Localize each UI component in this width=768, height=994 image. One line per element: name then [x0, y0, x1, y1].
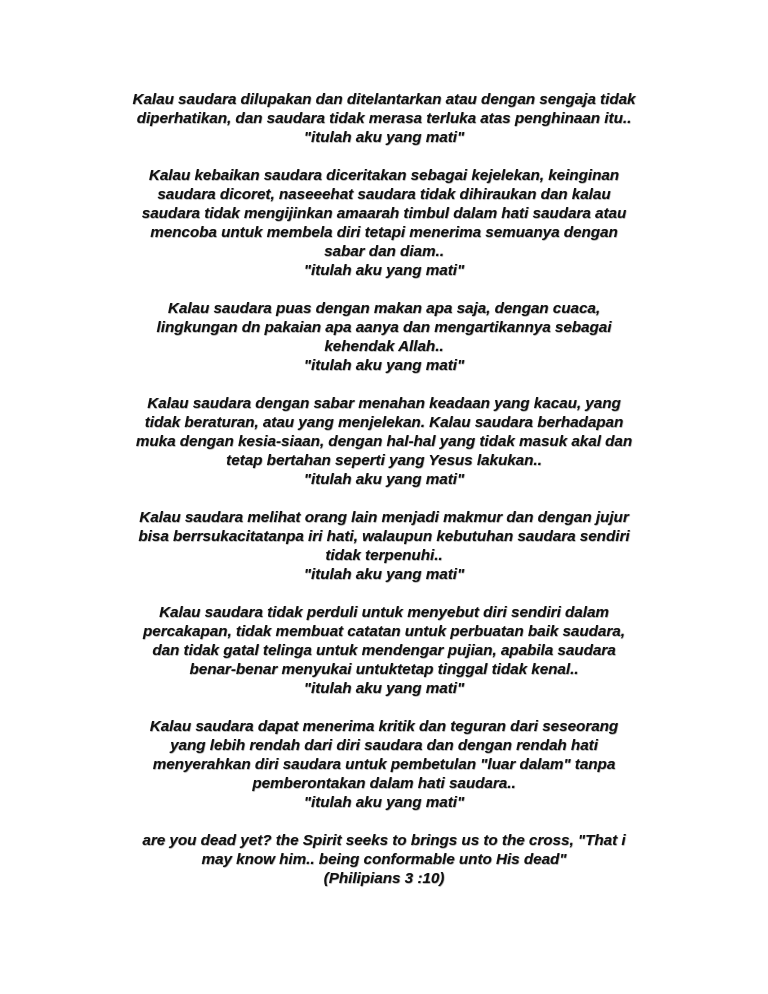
text-line: diperhatikan, dan saudara tidak merasa terluka atas penghinaan itu.. [136, 110, 632, 127]
scripture-reference: (Philipians 3 :10) [323, 870, 445, 887]
text-line: tetap bertahan seperti yang Yesus lakukan.. [226, 452, 542, 469]
text-line: Kalau saudara dengan sabar menahan keadaan yang kacau, yang [147, 395, 621, 412]
text-line: kehendak Allah.. [324, 338, 444, 355]
refrain-line: "itulah aku yang mati" [303, 680, 465, 697]
text-line: percakapan, tidak membuat catatan untuk perbuatan baik saudara, [143, 623, 625, 640]
text-line: may know him.. being conformable unto His dead" [201, 851, 567, 868]
text-line: benar-benar menyukai untuktetap tinggal tidak kenal.. [189, 661, 579, 678]
text-line: Kalau saudara melihat orang lain menjadi makmur dan dengan jujur [139, 509, 629, 526]
text-line: Kalau saudara dapat menerima kritik dan teguran dari seseorang [149, 718, 619, 735]
refrain-line: "itulah aku yang mati" [303, 471, 465, 488]
text-line: muka dengan kesia-siaan, dengan hal-hal yang tidak masuk akal dan [135, 433, 633, 450]
refrain-line: "itulah aku yang mati" [303, 566, 465, 583]
paragraph-6 [100, 603, 668, 698]
text-line: Kalau saudara puas dengan makan apa saja, dengan cuaca, [167, 300, 601, 317]
paragraph-1 [100, 90, 668, 147]
refrain-line: "itulah aku yang mati" [303, 357, 465, 374]
text-line: tidak beraturan, atau yang menjelekan. Kalau saudara berhadapan [144, 414, 624, 431]
text-line: saudara dicoret, naseeehat saudara tidak dihiraukan dan kalau [157, 186, 611, 203]
paragraph-5 [100, 508, 668, 584]
text-line: mencoba untuk membela diri tetapi menerima semuanya dengan [150, 224, 618, 241]
text-line: yang lebih rendah dari diri saudara dan dengan rendah hati [170, 737, 598, 754]
text-line: pemberontakan dalam hati saudara.. [252, 775, 516, 792]
text-line: Kalau saudara tidak perduli untuk menyebut diri sendiri dalam [159, 604, 609, 621]
text-line: Kalau kebaikan saudara diceritakan sebagai kejelekan, keinginan [148, 167, 620, 184]
paragraph-2 [100, 166, 668, 280]
paragraph-7 [100, 717, 668, 812]
text-line: Kalau saudara dilupakan dan ditelantarkan atau dengan sengaja tidak [132, 91, 636, 108]
paragraph-3 [100, 299, 668, 375]
text-line: are you dead yet? the Spirit seeks to brings us to the cross, "That i [142, 832, 626, 849]
text-line: sabar dan diam.. [324, 243, 444, 260]
paragraph-8 [100, 831, 668, 888]
refrain-line: "itulah aku yang mati" [303, 262, 465, 279]
text-line: tidak terpenuhi.. [325, 547, 443, 564]
text-line: saudara tidak mengijinkan amaarah timbul dalam hati saudara atau [141, 205, 627, 222]
refrain-line: "itulah aku yang mati" [303, 129, 465, 146]
text-line: dan tidak gatal telinga untuk mendengar pujian, apabila saudara [152, 642, 616, 659]
text-line: lingkungan dn pakaian apa aanya dan mengartikannya sebagai [156, 319, 612, 336]
refrain-line: "itulah aku yang mati" [303, 794, 465, 811]
text-line: bisa berrsukacitatanpa iri hati, walaupun kebutuhan saudara sendiri [138, 528, 630, 545]
document-body [100, 90, 668, 888]
paragraph-4 [100, 394, 668, 489]
text-line: menyerahkan diri saudara untuk pembetulan "luar dalam" tanpa [152, 756, 616, 773]
